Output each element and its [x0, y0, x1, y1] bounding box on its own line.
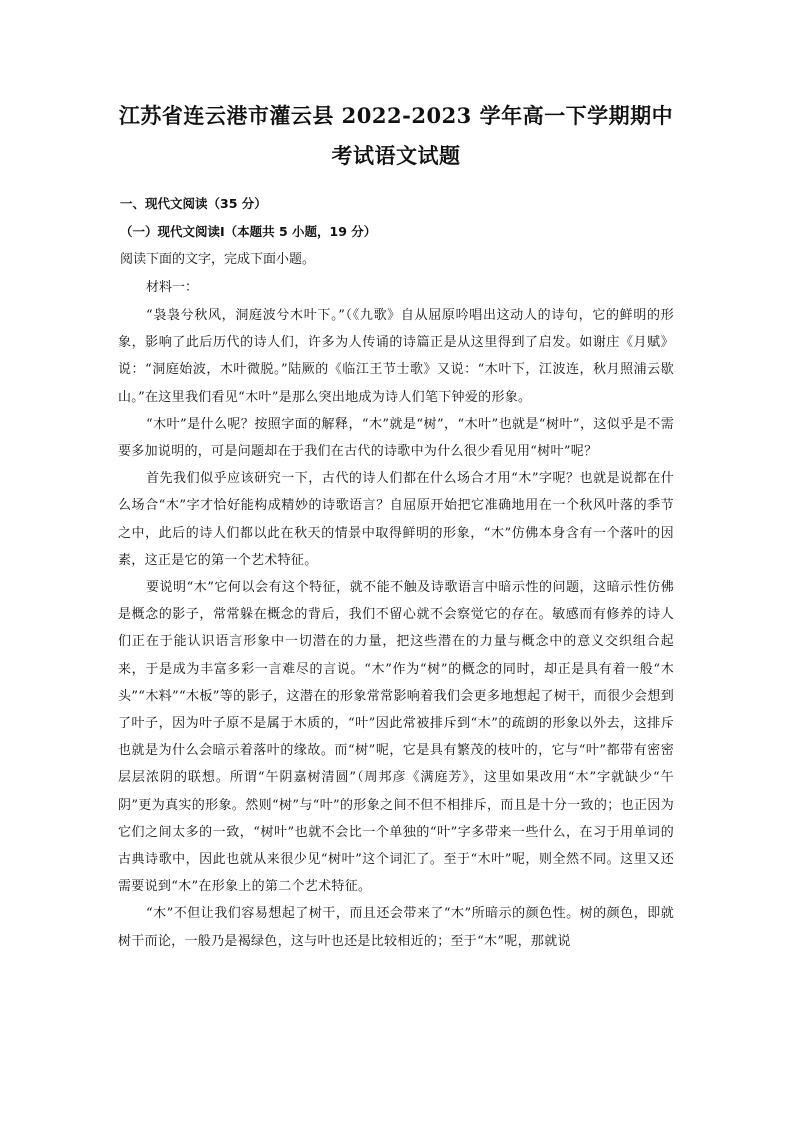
body-paragraph: “袅袅兮秋风，洞庭波兮木叶下。”（《九歌》自从屈原吟唱出这动人的诗句，它的鲜明的形象，影响了此后历代的诗人们，许多为人传诵的诗篇正是从这里得到了启发。如谢庄《月赋》说：“洞庭始波，木叶微脱。”陆厥的《临江王节士歌》又说：“木叶下，江波连，秋月照浦云歇山。”在这里我们看见“木叶”是那么突出地成为诗人们笔下钟爱的形象。 — [118, 308, 674, 405]
body-paragraph: 首先我们似乎应该研究一下，古代的诗人们都在什么场合才用“木”字呢？也就是说都在什么场合“木”字才恰好能构成精妙的诗歌语言？自屈原开始把它准确地用在一个秋风叶落的季节之中，此后的诗人们都以此在秋天的情景中取得鲜明的形象，“木”仿佛本身含有一个落叶的因素，这正是它的第一个艺术特征。 — [118, 471, 674, 568]
material-label: 材料一： — [146, 280, 199, 295]
body-paragraph: “木”不但让我们容易想起了树干，而且还会带来了“木”所暗示的颜色性。树的颜色，即就树干而论，一般乃是褐绿色，这与叶也还是比较相近的；至于“木”呢，那就说 — [118, 906, 674, 949]
body-paragraph: 要说明“木”它何以会有这个特征，就不能不触及诗歌语言中暗示性的问题，这暗示性仿佛是概念的影子，常常躲在概念的背后，我们不留心就不会察觉它的存在。敏感而有修养的诗人们正在于能认识语言形象中一切潜在的力量，把这些潜在的力量与概念中的意义交织组合起来，于是成为丰富多彩一言难尽的言说。“木”作为“树”的概念的同时，却正是具有着一般“木头”“木料”“木板”等的影子，这潜在的形象常常影响着我们会更多地想起了树干，而很少会想到了叶子，因为叶子原不是属于木质的，“叶”因此常被排斥到“木”的疏朗的形象以外去，这排斥也就是为什么会暗示着落叶的缘故。而“树”呢，它是具有繁茂的枝叶的，它与“叶”都带有密密层层浓阴的联想。所谓“午阴嘉树清圆”（周邦彦《满庭芳》，这里如果改用“木”字就缺少“午阴”更为真实的形象。然则“树”与“叶”的形象之间不但不相排斥，而且是十分一致的；也正因为它们之间太多的一致，“树叶”也就不会比一个单独的“叶”字多带来一些什么，在习于用单词的古典诗歌中，因此也就从来很少见“树叶”这个词汇了。至于“木叶”呢，则全然不同。这里又还需要说到“木”在形象上的第二个艺术特征。 — [118, 580, 674, 895]
body-paragraph: “木叶”是什么呢？按照字面的解释，“木”就是“树”，“木叶”也就是“树叶”，这似乎是不需要多加说明的，可是问题却在于我们在古代的诗歌中为什么很少看见用“树叶”呢？ — [118, 416, 674, 460]
title-line-1: 江苏省连云港市灌云县 2022-2023 学年高一下学期期中 — [118, 103, 674, 128]
subsection-heading: （一）现代文阅读Ⅰ（本题共 5 小题，19 分） — [120, 224, 377, 239]
reading-instruction: 阅读下面的文字，完成下面小题。 — [120, 252, 316, 267]
page-title — [118, 96, 674, 176]
section-heading: 一、现代文阅读（35 分） — [120, 196, 267, 211]
document-title — [118, 96, 674, 176]
title-line-2: 考试语文试题 — [331, 143, 461, 168]
